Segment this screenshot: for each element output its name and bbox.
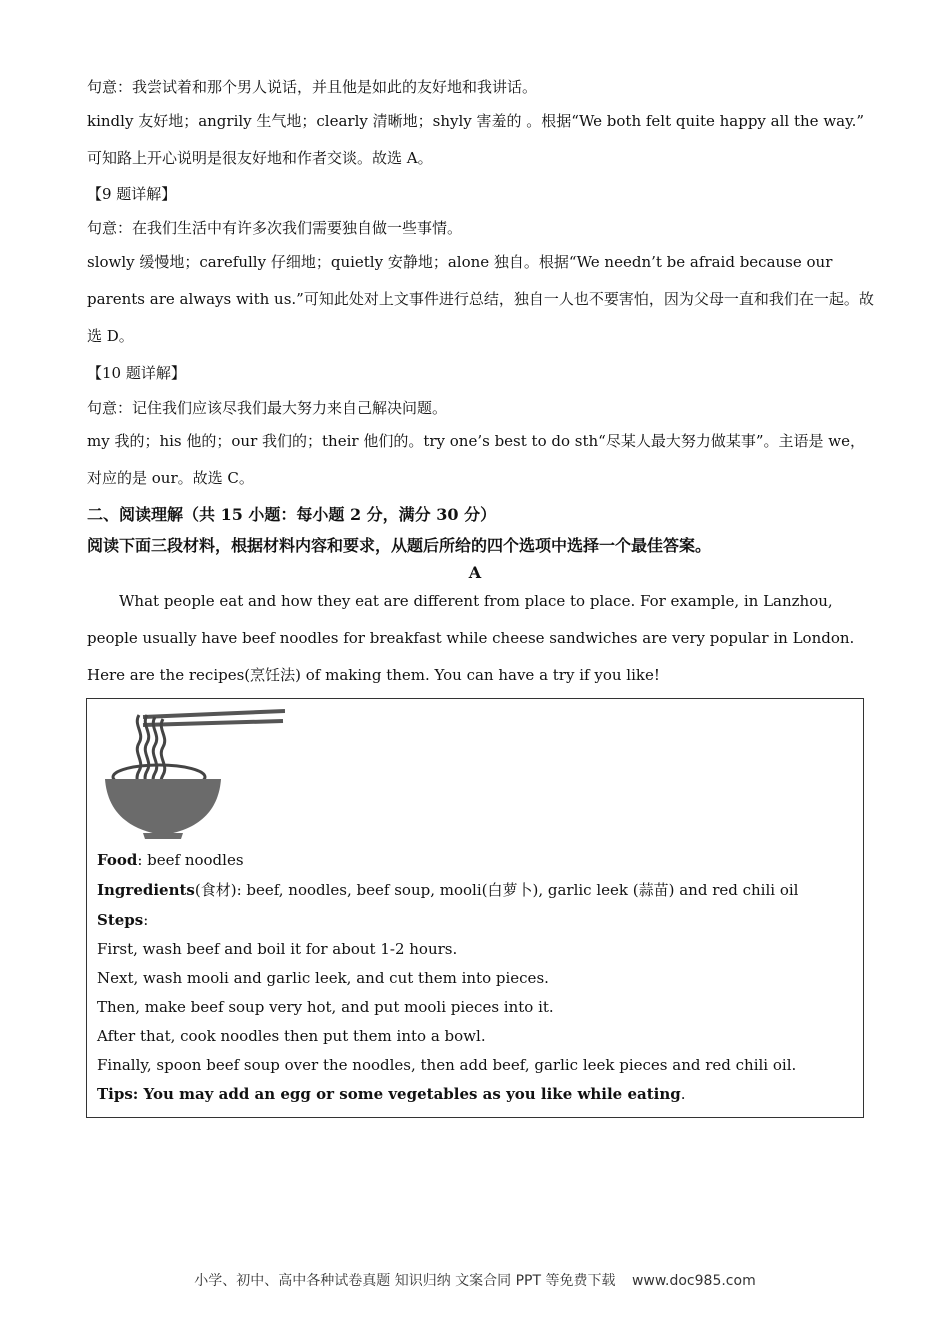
q10-options: my 我的；his 他的；our 我们的；their 他们的。try one’s best to do sth“尽某人最大努力做某事”。主语是 we，对应的是 our。故选 C。 xyxy=(87,432,865,487)
q10-meaning: 句意：记住我们应该尽我们最大努力来自己解决问题。 xyxy=(87,399,448,417)
recipe-step: After that, cook noodles then put them into a bowl. xyxy=(97,1027,486,1045)
tips-end: . xyxy=(680,1085,686,1103)
ingredients-label: Ingredients xyxy=(97,881,195,899)
footer-url[interactable]: www.doc985.com xyxy=(631,1273,756,1289)
beef-noodle-bowl-icon xyxy=(103,705,285,841)
steps-label: Steps xyxy=(97,911,144,929)
recipe-step: First, wash beef and boil it for about 1-2 hours. xyxy=(97,940,458,958)
footer-text: 小学、初中、高中各种试卷真题 知识归纳 文案合同 PPT 等免费下载 xyxy=(194,1273,616,1289)
food-value: : beef noodles xyxy=(137,851,244,869)
recipe-steps-heading xyxy=(97,910,148,930)
section-title: 二、阅读理解（共 15 小题：每小题 2 分，满分 30 分） xyxy=(87,505,497,524)
passage-label: A xyxy=(468,563,482,582)
ingredients-value: (食材): beef, noodles, beef soup, mooli(白萝卜), garlic leek (蒜苗) and red chili oil xyxy=(194,881,799,899)
recipe-step: Finally, spoon beef soup over the noodles, then add beef, garlic leek pieces and red chili oil. xyxy=(97,1056,797,1074)
q8-options: kindly 友好地；angrily 生气地；clearly 清晰地；shyly 害羞的 。根据“We both felt quite happy all the way.” xyxy=(87,112,865,130)
q10-heading: 【10 题详解】 xyxy=(87,364,186,382)
recipe-tips xyxy=(97,1084,686,1104)
steps-colon: : xyxy=(143,911,149,929)
page-footer xyxy=(0,1270,950,1290)
recipe-step: Next, wash mooli and garlic leek, and cut them into pieces. xyxy=(97,969,549,987)
recipe-ingredients xyxy=(97,880,798,900)
passage-intro: What people eat and how they eat are different from place to place. For example, in Lanzhou, people usually have beef noodles for breakfast while cheese sandwiches are very popular in London. Here are the recipes(烹饪法) of making them. You can have a try if you like! xyxy=(87,592,855,684)
q8-conclusion: 可知路上开心说明是很友好地和作者交谈。故选 A。 xyxy=(87,149,433,167)
q9-meaning: 句意：在我们生活中有许多次我们需要独自做一些事情。 xyxy=(87,219,463,237)
q9-heading: 【9 题详解】 xyxy=(87,185,177,203)
recipe-food xyxy=(97,850,244,870)
recipe-card xyxy=(86,698,864,1118)
tips-text: Tips: You may add an egg or some vegetables as you like while eating xyxy=(97,1085,681,1103)
recipe-step: Then, make beef soup very hot, and put mooli pieces into it. xyxy=(97,998,554,1016)
section-instruction: 阅读下面三段材料，根据材料内容和要求，从题后所给的四个选项中选择一个最佳答案。 xyxy=(87,536,712,555)
food-label: Food xyxy=(97,851,138,869)
q9-options: slowly 缓慢地；carefully 仔细地；quietly 安静地；alone 独自。根据“We needn’t be afraid because our parents are always with us.”可知此处对上文事件进行总结，独自一人也不要害怕，因为父母一直和我们在一起。故选 D。 xyxy=(87,253,874,345)
q8-meaning: 句意：我尝试着和那个男人说话，并且他是如此的友好地和我讲话。 xyxy=(87,78,538,96)
